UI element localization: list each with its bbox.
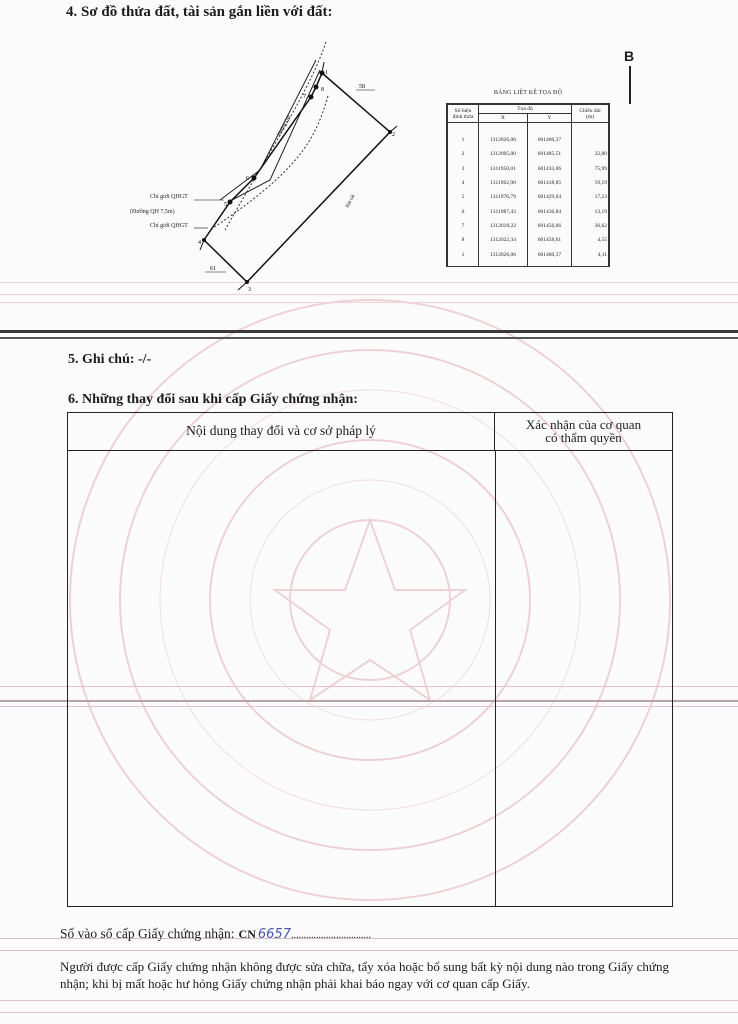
vertex-label-8: 8 <box>321 87 324 93</box>
coord-cell-len: 4,11 <box>572 252 609 266</box>
coord-cell-point: 6 <box>448 209 479 223</box>
vertex-label-4: 4 <box>198 240 201 246</box>
plot-diagram <box>120 40 440 300</box>
road-line-b <box>220 60 316 200</box>
side-length-bottom: 61 <box>210 266 216 272</box>
coord-cell-x: 1312026,06 <box>479 137 528 151</box>
coord-row <box>448 194 609 208</box>
vertex-label-5: 5 <box>224 202 227 208</box>
coord-cell-len: 32,80 <box>572 151 609 165</box>
coord-col-x: X <box>479 114 528 123</box>
north-arrow <box>622 48 638 106</box>
coord-row <box>448 209 609 223</box>
north-label: B <box>624 48 635 64</box>
coord-cell-x: 1311962,90 <box>479 180 528 194</box>
band-line <box>0 302 738 303</box>
coord-cell-x: 1311976,79 <box>479 194 528 208</box>
coord-cell-x: 1311987,43 <box>479 209 528 223</box>
changes-col-confirm: Xác nhận của cơ quan có thẩm quyền <box>495 413 672 451</box>
coord-cell-point: 7 <box>448 223 479 237</box>
coord-cell-y: 601460,37 <box>527 137 571 151</box>
side-length-top: 58 <box>359 84 365 90</box>
coord-row <box>448 166 609 180</box>
band-line <box>0 1000 738 1001</box>
coord-cell-len: 19,19 <box>572 180 609 194</box>
coord-cell-y: 601418,85 <box>527 180 571 194</box>
right-side-label: Hải cái <box>345 193 357 209</box>
vertex-label-1: 1 <box>325 70 328 76</box>
coord-cell-len: 13,19 <box>572 209 609 223</box>
vertex-label-6: 6 <box>246 176 249 182</box>
coord-col-point: Số hiệu đỉnh thửa <box>448 105 479 123</box>
register-prefix: CN <box>238 927 256 941</box>
register-label: Số vào sổ cấp Giấy chứng nhận: <box>60 926 235 941</box>
coord-cell-point: 5 <box>448 194 479 208</box>
coord-col-y: Y <box>527 114 571 123</box>
coord-cell-len <box>572 137 609 151</box>
coord-cell-y: 601433,06 <box>527 166 571 180</box>
coord-cell-y: 601436,84 <box>527 209 571 223</box>
coord-cell-y: 601429,04 <box>527 194 571 208</box>
road-curve-lower <box>210 96 328 230</box>
coord-cell-point: 1 <box>448 137 479 151</box>
band-line <box>0 950 738 951</box>
register-number: 6657 <box>257 927 291 942</box>
north-arrow-icon <box>629 66 631 104</box>
road-width-label: (Đường QH 7,5m) <box>130 209 175 215</box>
coord-cell-x: 1312005,00 <box>479 151 528 165</box>
vertex-label-2: 2 <box>392 132 395 138</box>
coord-cell-point: 3 <box>448 166 479 180</box>
coord-row <box>448 180 609 194</box>
coord-row <box>448 252 609 266</box>
coord-cell-point: 1 <box>448 252 479 266</box>
coord-row <box>448 223 609 237</box>
coord-cell-point: 2 <box>448 151 479 165</box>
changes-content-cell[interactable] <box>68 451 495 907</box>
divider-line <box>0 337 738 339</box>
coord-col-coord: Tọa độ <box>479 105 572 114</box>
changes-table <box>67 412 673 907</box>
coord-cell-y: 601485,51 <box>527 151 571 165</box>
changes-col-content: Nội dung thay đổi và cơ sở pháp lý <box>68 413 495 451</box>
coord-row <box>448 237 609 251</box>
coord-cell-point: 4 <box>448 180 479 194</box>
section-6-heading: 6. Những thay đổi sau khi cấp Giấy chứng nhận: <box>68 392 358 407</box>
coord-cell-x: 1311950,01 <box>479 166 528 180</box>
coord-cell-len: 17,23 <box>572 194 609 208</box>
chi-gioi-top-label: Chỉ giới QHGT <box>150 194 188 200</box>
changes-confirm-cell[interactable] <box>496 451 672 907</box>
coord-cell-y: 601460,37 <box>527 252 571 266</box>
band-line <box>0 1012 738 1013</box>
coord-row <box>448 151 609 165</box>
chi-gioi-bottom-label: Chỉ giới QHGT <box>150 223 188 229</box>
vertex-label-3: 3 <box>248 287 251 293</box>
section-4-heading: 4. Sơ đồ thửa đất, tài sản gắn liền với đất: <box>66 4 333 20</box>
road-label: Đường QH <box>277 114 293 137</box>
coord-cell-y: 601456,66 <box>527 223 571 237</box>
coord-cell-x: 1312026,06 <box>479 252 528 266</box>
register-line <box>60 926 371 942</box>
coord-table-title: BẢNG LIỆT KÊ TỌA ĐỘ <box>493 90 563 96</box>
vertex-label-7: 7 <box>303 94 306 100</box>
coord-cell-x: 1312022,34 <box>479 237 528 251</box>
coord-table <box>446 103 610 267</box>
coord-cell-y: 601458,61 <box>527 237 571 251</box>
coord-cell-point: 8 <box>448 237 479 251</box>
coord-col-length: Chiều dài (m) <box>572 105 609 123</box>
divider-line <box>0 330 738 333</box>
coord-row <box>448 137 609 151</box>
register-dots: ................................ <box>290 930 371 941</box>
section-5-heading: 5. Ghi chú: -/- <box>68 352 152 367</box>
coord-cell-len: 4,55 <box>572 237 609 251</box>
coord-cell-x: 1312018,22 <box>479 223 528 237</box>
footer-notice: Người được cấp Giấy chứng nhận không được sửa chữa, tẩy xóa hoặc bổ sung bất kỳ nội dung nào trong Giấy chứng nhận; khi bị mất hoặc hư hỏng Giấy chứng nhận phải khai báo ngay với cơ quan cấp Giấy. <box>60 959 669 991</box>
coord-cell-len: 75,99 <box>572 166 609 180</box>
coord-cell-len: 36,62 <box>572 223 609 237</box>
